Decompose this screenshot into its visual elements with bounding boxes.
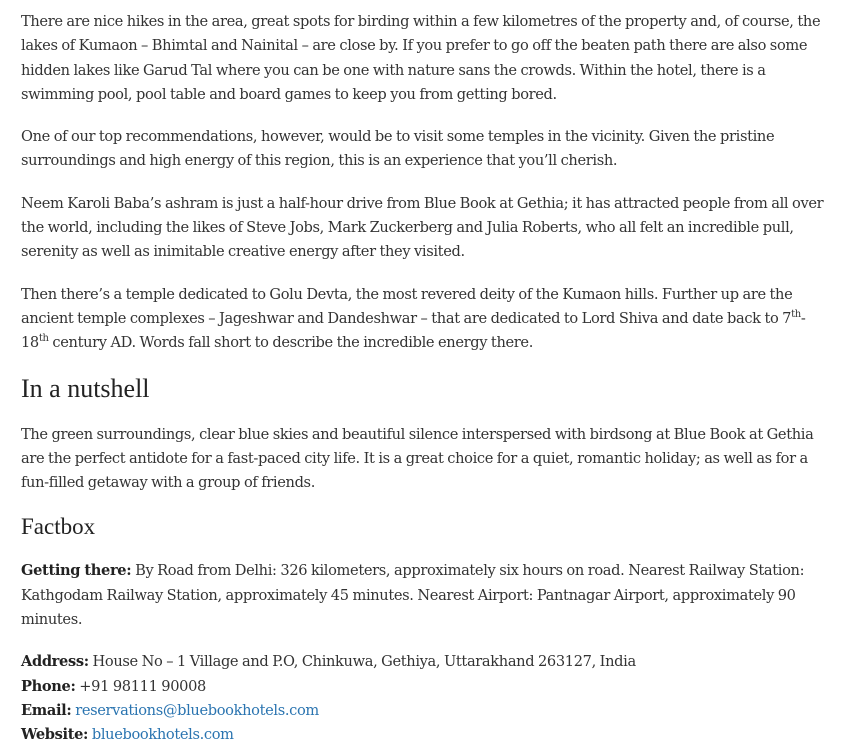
address-text: House No – 1 Village and P.O, Chinkuwa, Gethiya, Uttarakhand 263127, India (88, 653, 636, 671)
phone-label: Phone: (21, 677, 76, 695)
email-line (21, 699, 827, 723)
paragraph-ashram: Neem Karoli Baba’s ashram is just a half-hour drive from Blue Book at Gethia; it has attracted people from all over the world, including the likes of Steve Jobs, Mark Zuckerberg and Julia Roberts, who all felt an incredible pull, serenity as well as inimitable creative energy after they visited. (21, 194, 824, 261)
email-label: Email: (21, 701, 72, 719)
address-line (21, 650, 827, 674)
phone-line (21, 675, 827, 699)
getting-there-line (21, 559, 827, 632)
website-line (21, 723, 827, 747)
superscript-th-1: th (791, 308, 801, 320)
email-link[interactable]: reservations@bluebookhotels.com (75, 701, 319, 719)
address-label: Address: (21, 653, 89, 671)
phone-text: +91 98111 90008 (75, 677, 206, 695)
golu-devta-text-end: century AD. Words fall short to describe the incredible energy there. (48, 334, 533, 352)
paragraph-hikes: There are nice hikes in the area, great spots for birding within a few kilometres of the property and, of course, the lakes of Kumaon – Bhimtal and Nainital – are close by. If you prefer to go off the beaten path there are also some hidden lakes like Garud Tal where you can be one with nature sans the crowds. Within the hotel, there is a swimming pool, pool table and board games to keep you from getting bored. (21, 13, 821, 103)
superscript-th-2: th (38, 333, 49, 345)
paragraph-temples-intro: One of our top recommendations, however, would be to visit some temples in the vicinity. Given the pristine surroundings and high energy of this region, this is an experience that you’ll cherish. (21, 128, 775, 170)
paragraph-nutshell: The green surroundings, clear blue skies and beautiful silence interspersed with birdsong at Blue Book at Gethia are the perfect antidote for a fast-paced city life. It is a great choice for a quiet, romantic holiday; as well as for a fun-filled getaway with a group of friends. (21, 425, 814, 492)
golu-devta-dash: -18 (21, 309, 806, 352)
website-label: Website: (21, 726, 89, 744)
getting-there-text: By Road from Delhi: 326 kilometers, approximately six hours on road. Nearest Railway Station: Kathgodam Railway Station, approximately 45 minutes. Nearest Airport: Pantnagar Airport, approximately 90 minutes. (21, 562, 805, 629)
golu-devta-text-start: Then there’s a temple dedicated to Golu Devta, the most revered deity of the Kumaon hills. Further up are the ancient temple complexes – Jageshwar and Dandeshwar – that are dedicated to Lord Shiva and date back to 7 (21, 285, 793, 327)
heading-factbox: Factbox (21, 514, 96, 540)
website-link[interactable]: bluebookhotels.com (91, 726, 234, 744)
paragraph-golu-devta (21, 283, 827, 356)
heading-in-a-nutshell: In a nutshell (21, 373, 150, 403)
getting-there-label: Getting there: (21, 562, 132, 580)
factbox-info (21, 559, 827, 747)
